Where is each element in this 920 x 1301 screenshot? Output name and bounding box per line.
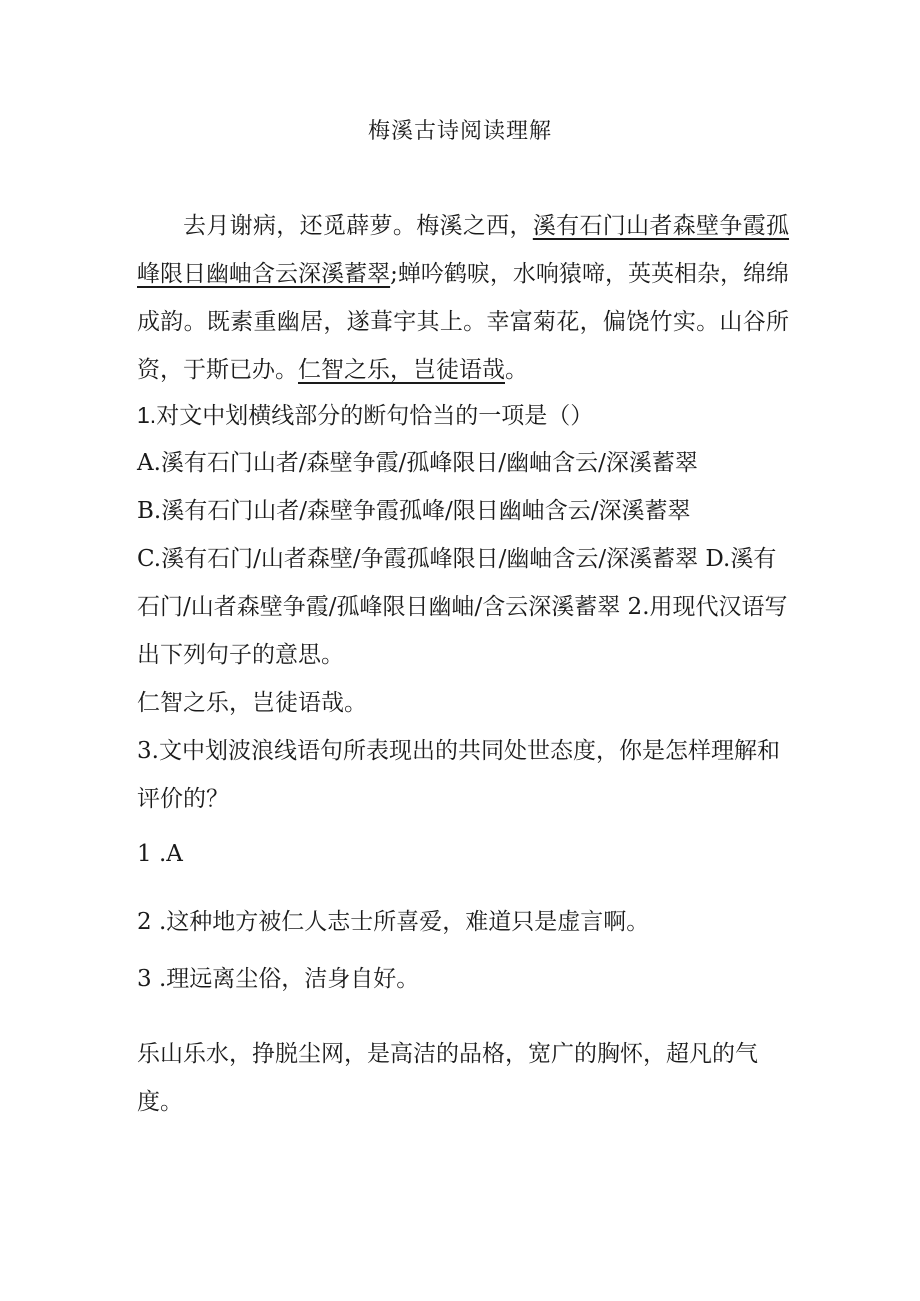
question-3: 3.文中划波浪线语句所表现出的共同处世态度，你是怎样理解和评价的？ xyxy=(137,738,780,812)
answer-1: 1 .A xyxy=(137,841,183,867)
passage-text-1: 去月谢病，还觅薜萝。梅溪之西， xyxy=(183,213,533,239)
answer-3: 3 .理远离尘俗，洁身自好。 xyxy=(137,966,420,992)
answer-3-continued: 乐山乐水，挣脱尘网，是高洁的品格，宽广的胸怀，超凡的气度。 xyxy=(137,1041,758,1115)
underlined-sentence-1: 溪有石门山者森壁争霞孤峰限日幽岫含云深溪蓄翠 xyxy=(137,213,790,287)
option-a: A.溪有石门山者/森壁争霞/孤峰限日/幽岫含云/深溪蓄翠 xyxy=(137,450,698,476)
question-1-text: 对文中划横线部分的断句恰当的一项是（） xyxy=(156,403,594,429)
question-1 xyxy=(137,391,789,440)
underlined-sentence-2: 仁智之乐，岂徒语哉 xyxy=(298,357,505,383)
option-c-d-and-question-2: C.溪有石门/山者森壁/争霞孤峰限日/幽岫含云/深溪蓄翠 D.溪有石门/山者森壁争霞/孤峰限日幽岫/含云深溪蓄翠 2.用现代汉语写出下列句子的意思。 xyxy=(137,546,788,668)
option-b: B.溪有石门山者/森壁争霞孤峰/限日幽岫含云/深溪蓄翠 xyxy=(137,498,691,524)
page-title: 梅溪古诗阅读理解 xyxy=(367,119,552,144)
classical-passage xyxy=(137,202,789,394)
passage-text-2: ;蝉吟鹤唳，水响猿啼，英英相杂，绵绵成韵。既素重幽居，遂葺宇其上。幸富菊花，偏饶竹实。山谷所资，于斯已办。 xyxy=(137,261,790,383)
question-1-number: 1. xyxy=(137,402,157,428)
passage-text-3: 。 xyxy=(505,357,528,383)
question-2-sentence: 仁智之乐，岂徒语哉。 xyxy=(137,690,367,716)
answer-2: 2 .这种地方被仁人志士所喜爱，难道只是虚言啊。 xyxy=(137,909,650,935)
